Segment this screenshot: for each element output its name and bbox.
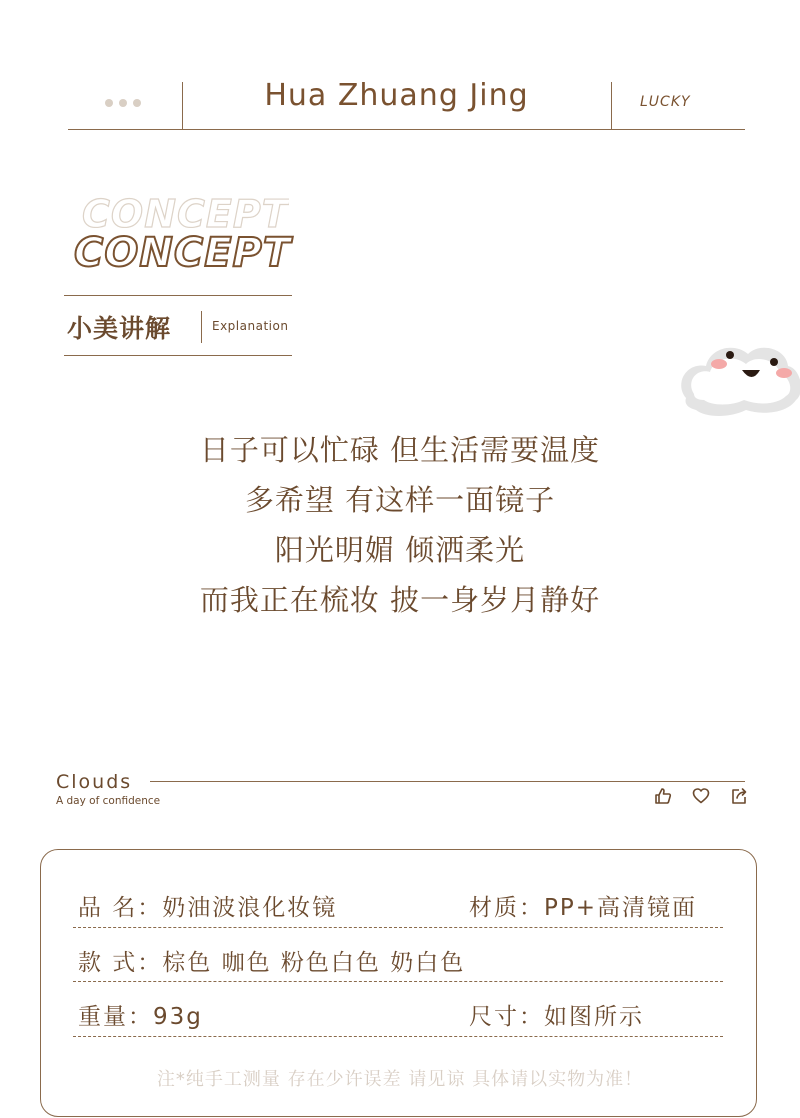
spec-dashed-line xyxy=(73,927,723,928)
three-dots-icon xyxy=(105,99,141,107)
spec-style: 款 式：棕色 咖色 粉色白色 奶白色 xyxy=(78,950,466,976)
spec-dashed-line xyxy=(73,981,723,982)
clouds-subtitle: A day of confidence xyxy=(56,795,161,807)
clouds-divider xyxy=(150,781,745,782)
cloud-face-icon xyxy=(676,340,800,424)
poem-line: 阳光明媚 倾洒柔光 xyxy=(274,533,526,567)
section-rule-top xyxy=(64,295,292,296)
clouds-title: Clouds xyxy=(56,771,133,793)
spec-dashed-line xyxy=(73,1036,723,1037)
poem xyxy=(0,425,800,625)
thumbs-up-icon[interactable] xyxy=(654,787,672,805)
spec-note: 注*纯手工测量 存在少许误差 请见谅 具体请以实物为准！ xyxy=(156,1069,644,1090)
poem-line: 多希望 有这样一面镜子 xyxy=(244,483,556,517)
poem-line: 日子可以忙碌 但生活需要温度 xyxy=(199,433,601,467)
heart-icon[interactable] xyxy=(692,787,710,805)
concept-heading-echo: CONCEPT xyxy=(82,192,289,228)
header-title: Hua Zhuang Jing xyxy=(264,78,529,113)
dot xyxy=(119,99,127,107)
dot xyxy=(133,99,141,107)
action-icons xyxy=(654,787,748,805)
section-title-en: Explanation xyxy=(212,319,289,333)
cloud-eye xyxy=(726,351,734,359)
spec-size: 尺寸：如图所示 xyxy=(469,1004,644,1030)
spec-weight: 重量：93g xyxy=(78,1004,203,1030)
poem-line: 而我正在梳妆 披一身岁月静好 xyxy=(199,583,601,617)
section-divider xyxy=(201,311,202,343)
header-underline xyxy=(68,129,745,130)
cloud-eye xyxy=(770,358,778,366)
share-icon[interactable] xyxy=(730,787,748,805)
header-divider-right xyxy=(611,82,612,129)
section-rule-bottom xyxy=(64,355,292,356)
spec-material: 材质：PP+高清镜面 xyxy=(469,895,698,921)
concept-heading: CONCEPT xyxy=(74,230,292,276)
header-lucky-label: LUCKY xyxy=(640,94,691,110)
section-title-cn: 小美讲解 xyxy=(67,314,172,343)
spec-name: 品 名：奶油波浪化妆镜 xyxy=(78,895,338,921)
dot xyxy=(105,99,113,107)
